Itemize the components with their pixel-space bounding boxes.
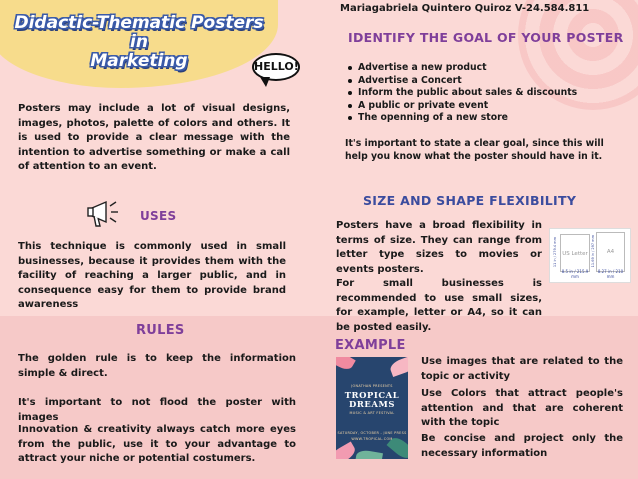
leaf-decoration: [388, 357, 408, 377]
size-paragraph-2: For small businesses is recommended to use small sizes, for example, letter or A4, so it can be posted easily.: [336, 278, 542, 333]
goal-item: A public or private event: [358, 100, 577, 113]
tip-item-2: Use Colors that attract people's attention and that are coherent with the topic: [421, 388, 623, 429]
goal-item: Inform the public about sales & discounts: [358, 87, 578, 99]
intro-paragraph: Posters may include a lot of visual designs, images, photos, palette of colors and others. It is used to provide a clear message with the intention to advertise something or make a call of attention to an event.: [18, 103, 290, 173]
goal-item: Advertise a new product: [358, 62, 577, 75]
title-line-2: Marketing: [90, 51, 188, 71]
author-name: Mariagabriela Quintero Quiroz V-24.584.811: [340, 3, 590, 14]
poster-presents: JONATHAN PRESENTS: [351, 384, 393, 388]
goal-item: Advertise a Concert: [358, 75, 577, 88]
rules-heading: RULES: [136, 323, 185, 338]
goal-heading: IDENTIFY THE GOAL OF YOUR POSTER: [348, 30, 624, 45]
a4-sheet: [596, 232, 625, 279]
poster-title-2: DREAMS: [348, 399, 396, 409]
tip-item-3: Be concise and project only the necessary information: [421, 433, 623, 459]
leaf-decoration: [336, 357, 356, 373]
us-letter-label: US Letter: [562, 251, 588, 257]
paper-size-diagram: [549, 228, 631, 283]
example-heading: EXAMPLE: [335, 338, 406, 353]
us-letter-height: 11 in / 279.4 mm: [553, 237, 557, 268]
rule-item-3: Innovation & creativity always catch more eyes from the public, use it to your advantage to attract your niche or potential costumers.: [18, 424, 296, 465]
a4-width: 8.27 in / 210 mm: [597, 269, 624, 279]
goal-item: The openning of a new store: [358, 112, 577, 125]
us-letter-sheet: [560, 234, 590, 279]
rule-item-2: It's important to not flood the poster with images: [18, 397, 296, 423]
uses-paragraph: This technique is commonly used in small businesses, because it provides them with the facility of reaching a larger public, and in consequence easy for them to provide brand awareness: [18, 241, 286, 311]
rule-item-1: The golden rule is to keep the information simple & direct.: [18, 353, 296, 379]
goal-list: [358, 62, 577, 125]
hello-bubble-text: HELLO!: [254, 60, 299, 73]
uses-heading: USES: [140, 209, 177, 223]
leaf-decoration: [355, 449, 383, 459]
poster-details: SATURDAY, OCTOBER - JUNE PRESS: [337, 431, 407, 435]
megaphone-icon: [86, 196, 122, 230]
poster-title-1: TROPICAL: [344, 390, 400, 400]
poster-footer: WWW.TROPICAL.COM: [351, 437, 393, 441]
tip-item-1: Use images that are related to the topic or activity: [421, 356, 623, 382]
a4-label: A4: [606, 249, 615, 255]
page-title: [10, 14, 268, 71]
goal-note: It's important to state a clear goal, since this will help you know what the poster should have in it.: [345, 138, 604, 162]
size-heading: SIZE AND SHAPE FLEXIBILITY: [363, 193, 577, 208]
size-paragraph-1: Posters have a broad flexibility in terms of size. They can range from letter type sizes to movies or events posters.: [336, 220, 542, 275]
leaf-decoration: [336, 441, 358, 459]
poster-subtitle: MUSIC & ART FESTIVAL: [349, 411, 395, 415]
title-line-1: Didactic-Thematic Posters in: [14, 13, 264, 52]
speech-bubble-tail: [260, 77, 270, 87]
a4-height: 11.69 in / 297 mm: [591, 235, 595, 268]
us-letter-width: 8.5 in / 215.9 mm: [561, 269, 589, 279]
example-poster-image: [336, 357, 408, 459]
